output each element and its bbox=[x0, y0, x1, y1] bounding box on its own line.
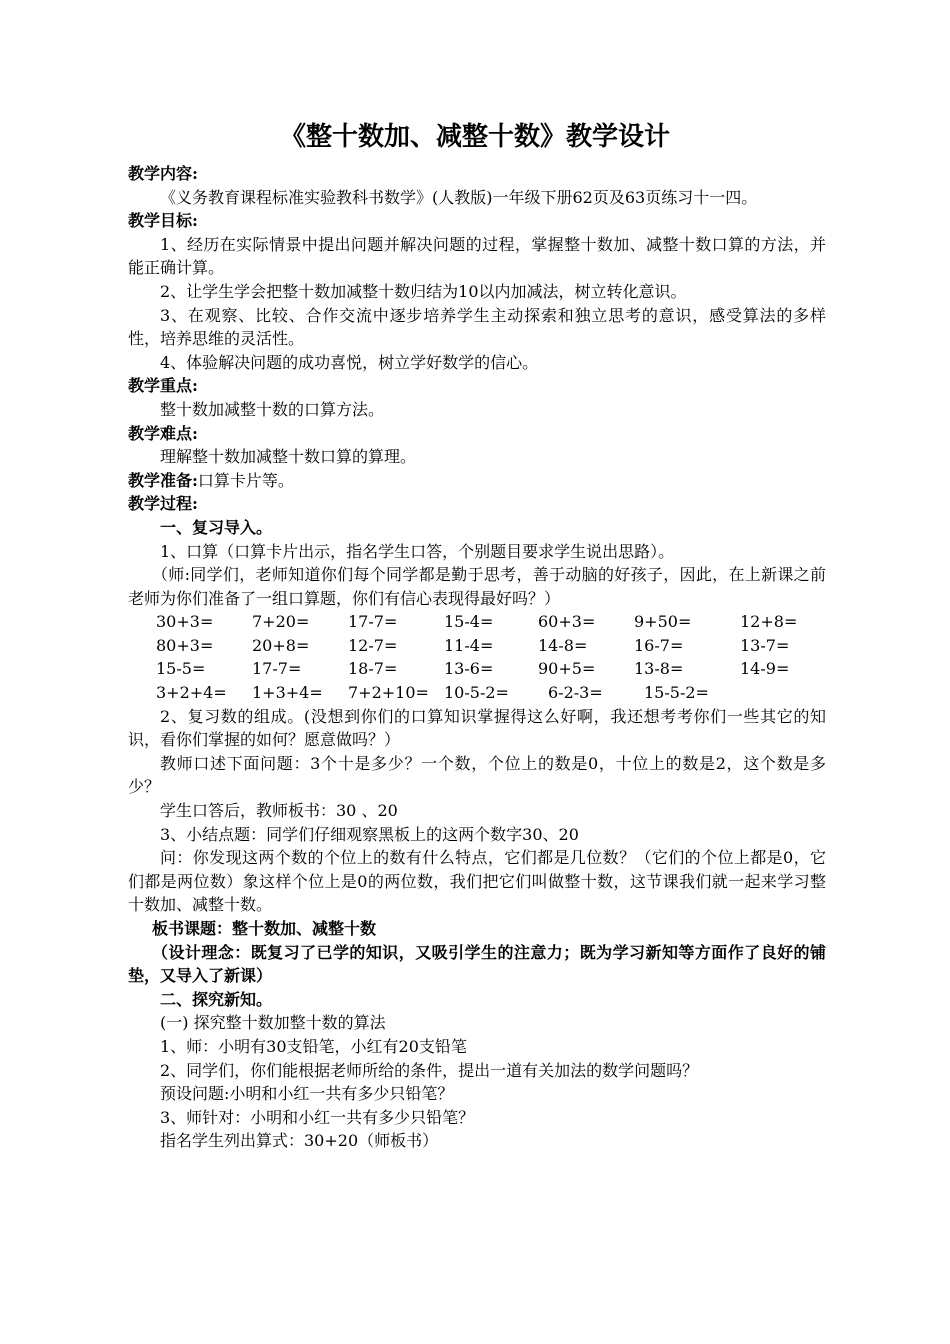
process-heading: 教学过程: bbox=[128, 494, 198, 514]
equation: 17-7= bbox=[252, 659, 302, 679]
equation: 16-7= bbox=[634, 635, 684, 655]
key-heading: 教学重点: bbox=[128, 376, 198, 396]
section2-heading: 二、探究新知。 bbox=[160, 989, 273, 1009]
content-text: 《义务教育课程标准实验教科书数学》(人教版)一年级下册62页及63页练习十一四。 bbox=[160, 187, 758, 207]
key-text: 整十数加减整十数的口算方法。 bbox=[160, 399, 385, 419]
equation: 10-5-2= bbox=[444, 683, 509, 703]
equation-grid bbox=[128, 610, 826, 704]
s1-paragraph: 学生口答后，教师板书：30 、20 bbox=[160, 801, 398, 821]
prep-line bbox=[128, 469, 826, 493]
difficulty-text: 理解整十数加减整十数口算的算理。 bbox=[160, 447, 417, 467]
equation: 15-5= bbox=[156, 659, 206, 679]
board-title: 板书课题：整十数加、减整十数 bbox=[152, 919, 377, 938]
s2-paragraph: 3、师针对：小明和小红一共有多少只铅笔？ bbox=[160, 1107, 475, 1127]
s1-paragraph: 教师口述下面问题：3个十是多少？一个数，个位上的数是0，十位上的数是2，这个数是多少？ bbox=[128, 753, 826, 797]
s1-paragraph: 1、口算（口算卡片出示，指名学生口答，个别题目要求学生说出思路）。 bbox=[160, 541, 675, 561]
s1-paragraph: 问：你发现这两个数的个位上的数有什么特点，它们都是几位数？（它们的个位上都是0，它们都是两位数）象这样个位上是0的两位数，我们把它们叫做整十数，这节课我们就一起来学习整十数加、减整十数。 bbox=[128, 848, 826, 915]
equation: 90+5= bbox=[538, 659, 596, 679]
s1-paragraph: 3、小结点题：同学们仔细观察黑板上的这两个数字30、20 bbox=[160, 824, 579, 844]
s2-paragraph: (一) 探究整十数加整十数的算法 bbox=[160, 1013, 386, 1033]
equation: 12+8= bbox=[740, 612, 798, 632]
equation: 15-4= bbox=[444, 612, 494, 632]
prep-heading: 教学准备: bbox=[128, 470, 198, 490]
equation: 9+50= bbox=[634, 612, 692, 632]
goal-item: 3、在观察、比较、合作交流中逐步培养学生主动探索和独立思考的意识，感受算法的多样性，培养思维的灵活性。 bbox=[128, 305, 826, 349]
s2-paragraph: 预设问题:小明和小红一共有多少只铅笔？ bbox=[160, 1084, 454, 1104]
equation: 18-7= bbox=[348, 659, 398, 679]
equation: 14-8= bbox=[538, 635, 588, 655]
goal-item: 4、体验解决问题的成功喜悦，树立学好数学的信心。 bbox=[160, 352, 539, 372]
goal-item: 2、让学生学会把整十数加减整十数归结为10以内加减法，树立转化意识。 bbox=[160, 281, 687, 301]
equation: 14-9= bbox=[740, 659, 790, 679]
equation: 80+3= bbox=[156, 635, 214, 655]
goals-heading: 教学目标: bbox=[128, 211, 198, 231]
s2-paragraph: 1、师：小明有30支铅笔，小红有20支铅笔 bbox=[160, 1036, 467, 1056]
equation: 1+3+4= bbox=[252, 683, 323, 703]
equation-row bbox=[128, 681, 826, 705]
equation: 13-8= bbox=[634, 659, 684, 679]
equation: 13-7= bbox=[740, 635, 790, 655]
equation: 6-2-3= bbox=[548, 683, 603, 703]
equation: 17-7= bbox=[348, 612, 398, 632]
equation-row bbox=[128, 610, 826, 634]
document-title: 《整十数加、减整十数》教学设计 bbox=[279, 122, 670, 152]
equation: 7+20= bbox=[252, 612, 310, 632]
equation: 7+2+10= bbox=[348, 683, 429, 703]
goal-item: 1、经历在实际情景中提出问题并解决问题的过程，掌握整十数加、减整十数口算的方法，并能正确计算。 bbox=[128, 234, 826, 278]
equation-row bbox=[128, 634, 826, 658]
s2-paragraph: 指名学生列出算式：30+20（师板书） bbox=[160, 1131, 439, 1151]
s1-paragraph: （师:同学们，老师知道你们每个同学都是勤于思考，善于动脑的好孩子，因此，在上新课之前老师为你们准备了一组口算题，你们有信心表现得最好吗？） bbox=[128, 565, 826, 608]
equation: 30+3= bbox=[156, 612, 214, 632]
equation: 3+2+4= bbox=[156, 683, 227, 703]
section1-heading: 一、复习导入。 bbox=[160, 517, 273, 537]
design-note: （设计理念：既复习了已学的知识，又吸引学生的注意力；既为学习新知等方面作了良好的铺垫，又导入了新课） bbox=[128, 942, 826, 986]
content-heading: 教学内容: bbox=[128, 164, 198, 183]
equation: 60+3= bbox=[538, 612, 596, 632]
difficulty-heading: 教学难点: bbox=[128, 423, 198, 443]
prep-text: 口算卡片等。 bbox=[197, 470, 294, 490]
equation-row bbox=[128, 657, 826, 681]
s2-paragraph: 2、同学们，你们能根据老师所给的条件，提出一道有关加法的数学问题吗？ bbox=[160, 1060, 699, 1080]
equation: 12-7= bbox=[348, 635, 398, 655]
equation: 11-4= bbox=[444, 635, 494, 655]
equation: 13-6= bbox=[444, 659, 494, 679]
equation: 15-5-2= bbox=[644, 683, 709, 703]
equation: 20+8= bbox=[252, 635, 310, 655]
s1-paragraph: 2、复习数的组成。(没想到你们的口算知识掌握得这么好啊，我还想考考你们一些其它的知识，看你们掌握的如何？愿意做吗？） bbox=[128, 706, 826, 750]
document-body bbox=[128, 162, 826, 1153]
